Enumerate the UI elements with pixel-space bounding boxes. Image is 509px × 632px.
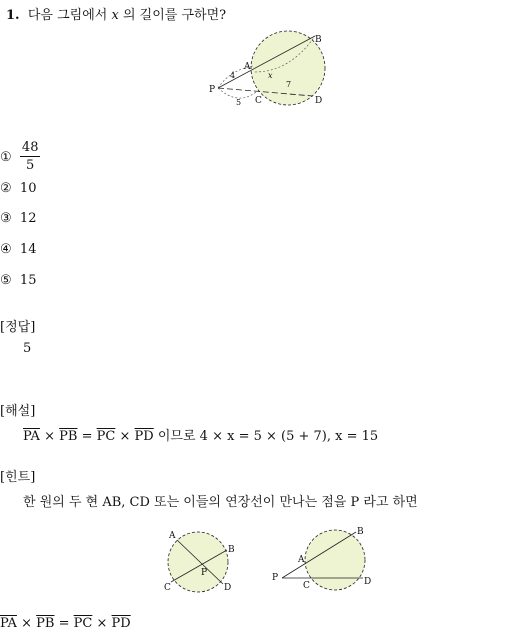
segment-pa: $\overline{PA}$ [0, 616, 17, 631]
fig1-label-p: P [209, 85, 216, 95]
question-text-after: 의 길이를 구하면? [122, 8, 227, 23]
explanation-label: [해설] [0, 404, 36, 419]
choice-value: 10 [19, 181, 37, 196]
choice-marker: ② [0, 181, 12, 196]
explanation-result: x = 15 [335, 429, 379, 444]
choice-1[interactable] [0, 140, 40, 176]
figure-secant-diagram [200, 28, 340, 112]
equals-sign: = [81, 429, 93, 444]
explanation-formula [23, 425, 378, 444]
segment-pb: $\overline{PB}$ [36, 616, 55, 631]
hint-left-label-b: B [228, 545, 235, 555]
hint-circle-left [168, 532, 228, 592]
equals-sign: = [58, 616, 70, 631]
segment-pc: $\overline{PC}$ [96, 429, 116, 444]
explanation-text: 이므로 [157, 429, 196, 444]
hint-left-label-c: C [164, 583, 171, 593]
answer-label: [정답] [0, 320, 36, 335]
hint-label: [힌트] [0, 470, 36, 485]
segment-pb: $\overline{PB}$ [59, 429, 78, 444]
segment-pd: $\overline{PD}$ [111, 616, 131, 631]
hint-right-label-b: B [357, 527, 364, 537]
fig1-label-c: C [255, 96, 262, 106]
fraction-denominator: 5 [26, 158, 35, 173]
question-number: 1. [6, 8, 20, 23]
choice-marker: ① [0, 150, 12, 165]
times-sign: × [44, 429, 55, 444]
hint-figure-secants [270, 526, 380, 598]
fig1-label-a: A [244, 62, 251, 72]
answer-value: 5 [23, 341, 32, 356]
choice-4[interactable] [0, 242, 36, 257]
hint-circle-right [305, 530, 365, 590]
hint-left-label-a: A [169, 531, 176, 541]
fig1-label-b: B [315, 35, 322, 45]
fig1-length-ab: x [268, 71, 273, 80]
hint-right-label-c: C [303, 581, 310, 591]
question-text-before: 다음 그림에서 [27, 8, 108, 23]
hint-text: 한 원의 두 현 AB, CD 또는 이들의 연장선이 만나는 점을 P 라고 하면 [23, 495, 418, 510]
fig1-length-cd: 7 [286, 80, 292, 89]
choice-fraction [20, 140, 41, 175]
choice-value: 12 [19, 211, 37, 226]
times-sign: × [119, 429, 131, 444]
hint-left-label-d: D [224, 583, 232, 593]
choice-value: 15 [19, 273, 37, 288]
explanation-calc: 4 × x = 5 × (5 + 7), [199, 429, 331, 444]
fig1-length-pa: 4 [230, 71, 236, 80]
choice-2[interactable] [0, 181, 36, 196]
question-variable: x [111, 8, 119, 23]
segment-pd: $\overline{PD}$ [134, 429, 154, 444]
choice-marker: ⑤ [0, 273, 12, 288]
hint-right-label-p: P [272, 573, 279, 583]
choice-marker: ④ [0, 242, 12, 257]
hint-left-label-p: P [201, 568, 208, 578]
figure-circle [251, 31, 325, 105]
choice-3[interactable] [0, 211, 36, 226]
segment-pc: $\overline{PC}$ [73, 616, 93, 631]
choice-5[interactable] [0, 273, 36, 288]
hint-formula [0, 616, 131, 631]
question-line [6, 4, 226, 23]
choice-value: 14 [19, 242, 37, 257]
times-sign: × [96, 616, 108, 631]
choice-marker: ③ [0, 211, 12, 226]
segment-pa: $\overline{PA}$ [23, 429, 40, 444]
times-sign: × [21, 616, 32, 631]
hint-figure-intersecting-chords [160, 526, 240, 598]
fig1-length-pc: 5 [236, 98, 242, 107]
fraction-numerator: 48 [21, 140, 39, 155]
hint-right-label-d: D [364, 577, 372, 587]
fig1-label-d: D [315, 96, 323, 106]
hint-right-label-a: A [298, 555, 305, 565]
